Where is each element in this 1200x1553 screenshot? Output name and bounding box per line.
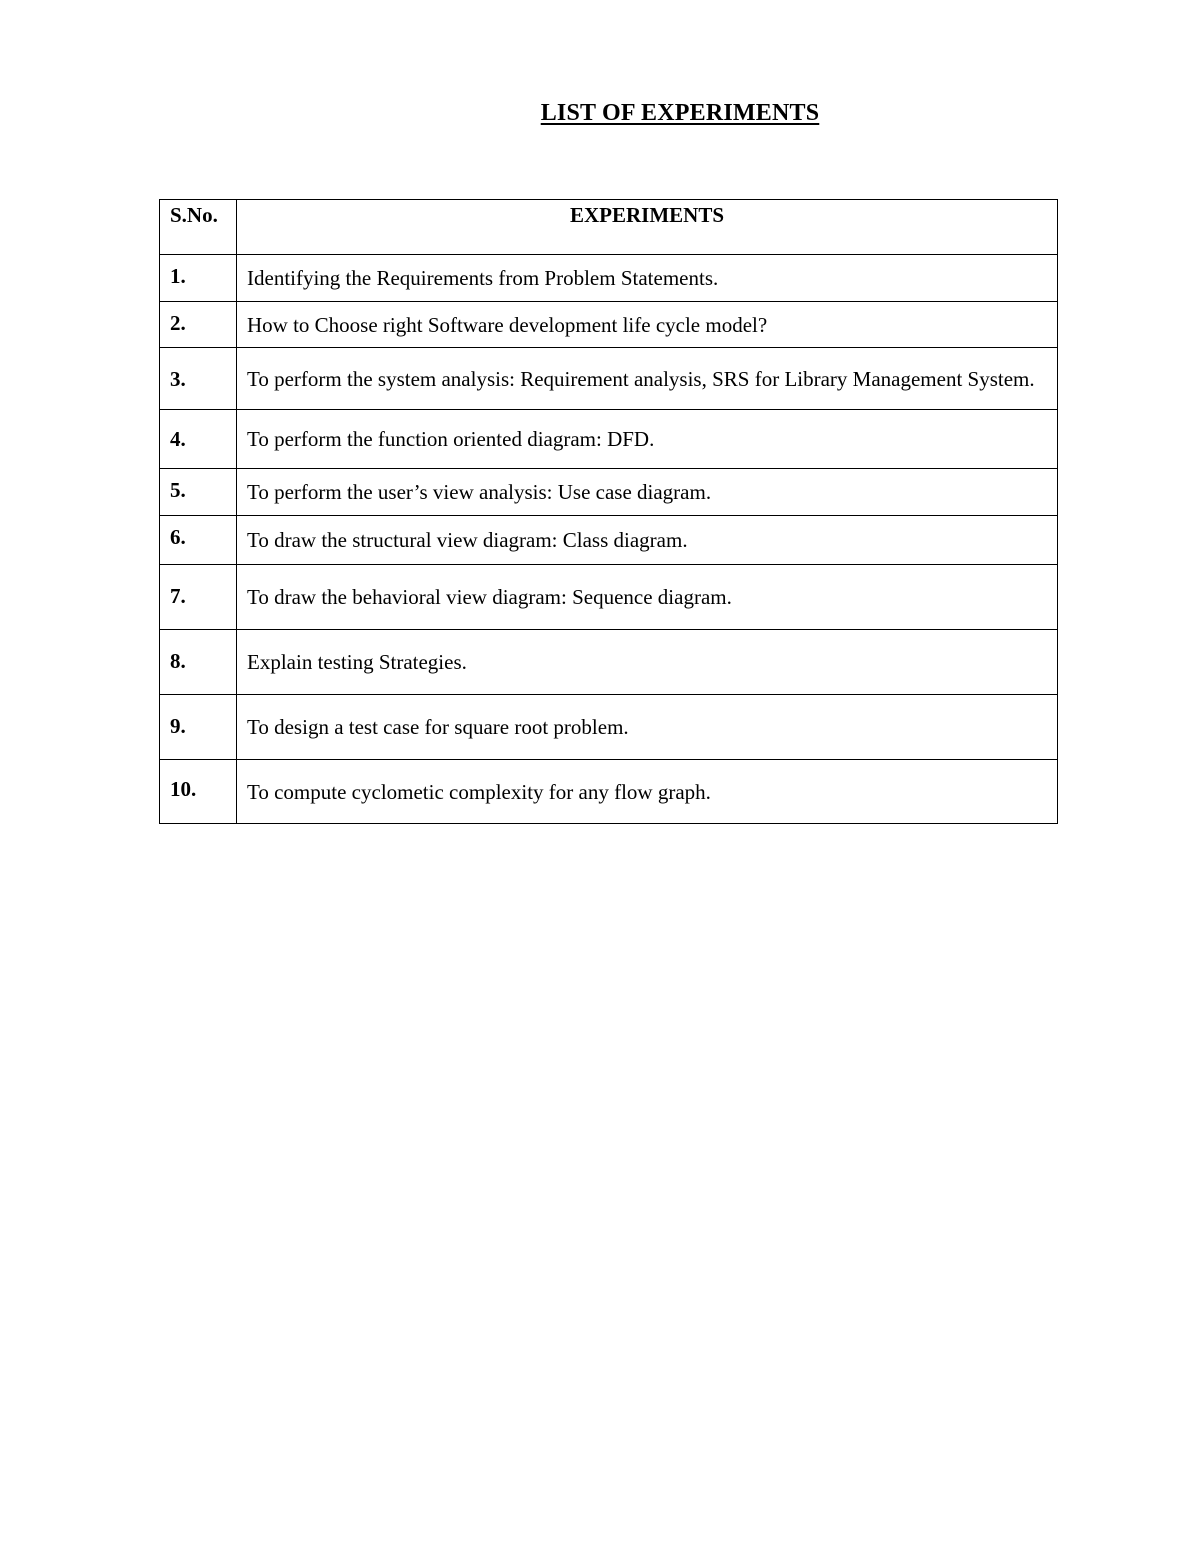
experiment-text: To compute cyclometic complexity for any flow graph. [237, 760, 1058, 824]
experiment-text: To perform the user’s view analysis: Use case diagram. [237, 469, 1058, 516]
row-number: 6. [160, 516, 237, 565]
table-row [160, 255, 1058, 302]
experiment-text: To draw the structural view diagram: Class diagram. [237, 516, 1058, 565]
experiments-table [159, 199, 1058, 824]
experiment-text: To perform the function oriented diagram: DFD. [237, 410, 1058, 469]
table-row [160, 630, 1058, 695]
table-row [160, 516, 1058, 565]
row-number: 1. [160, 255, 237, 302]
table-row [160, 760, 1058, 824]
experiment-text: How to Choose right Software development life cycle model? [237, 302, 1058, 348]
row-number: 8. [160, 630, 237, 695]
row-number: 4. [160, 410, 237, 469]
experiment-text: Explain testing Strategies. [237, 630, 1058, 695]
row-number: 2. [160, 302, 237, 348]
table-row [160, 565, 1058, 630]
row-number: 7. [160, 565, 237, 630]
table-row [160, 302, 1058, 348]
page-title: LIST OF EXPERIMENTS [540, 100, 820, 126]
table-row [160, 695, 1058, 760]
row-number: 10. [160, 760, 237, 824]
experiment-text: To design a test case for square root problem. [237, 695, 1058, 760]
row-number: 3. [160, 348, 237, 410]
experiment-text: To perform the system analysis: Requirement analysis, SRS for Library Management System. [237, 348, 1058, 410]
table-row [160, 410, 1058, 469]
header-experiments: EXPERIMENTS [237, 200, 1058, 255]
table-row [160, 469, 1058, 516]
row-number: 5. [160, 469, 237, 516]
experiment-text: Identifying the Requirements from Problem Statements. [237, 255, 1058, 302]
table-header-row [160, 200, 1058, 255]
table-row [160, 348, 1058, 410]
row-number: 9. [160, 695, 237, 760]
experiment-text: To draw the behavioral view diagram: Sequence diagram. [237, 565, 1058, 630]
header-sno: S.No. [160, 200, 237, 255]
